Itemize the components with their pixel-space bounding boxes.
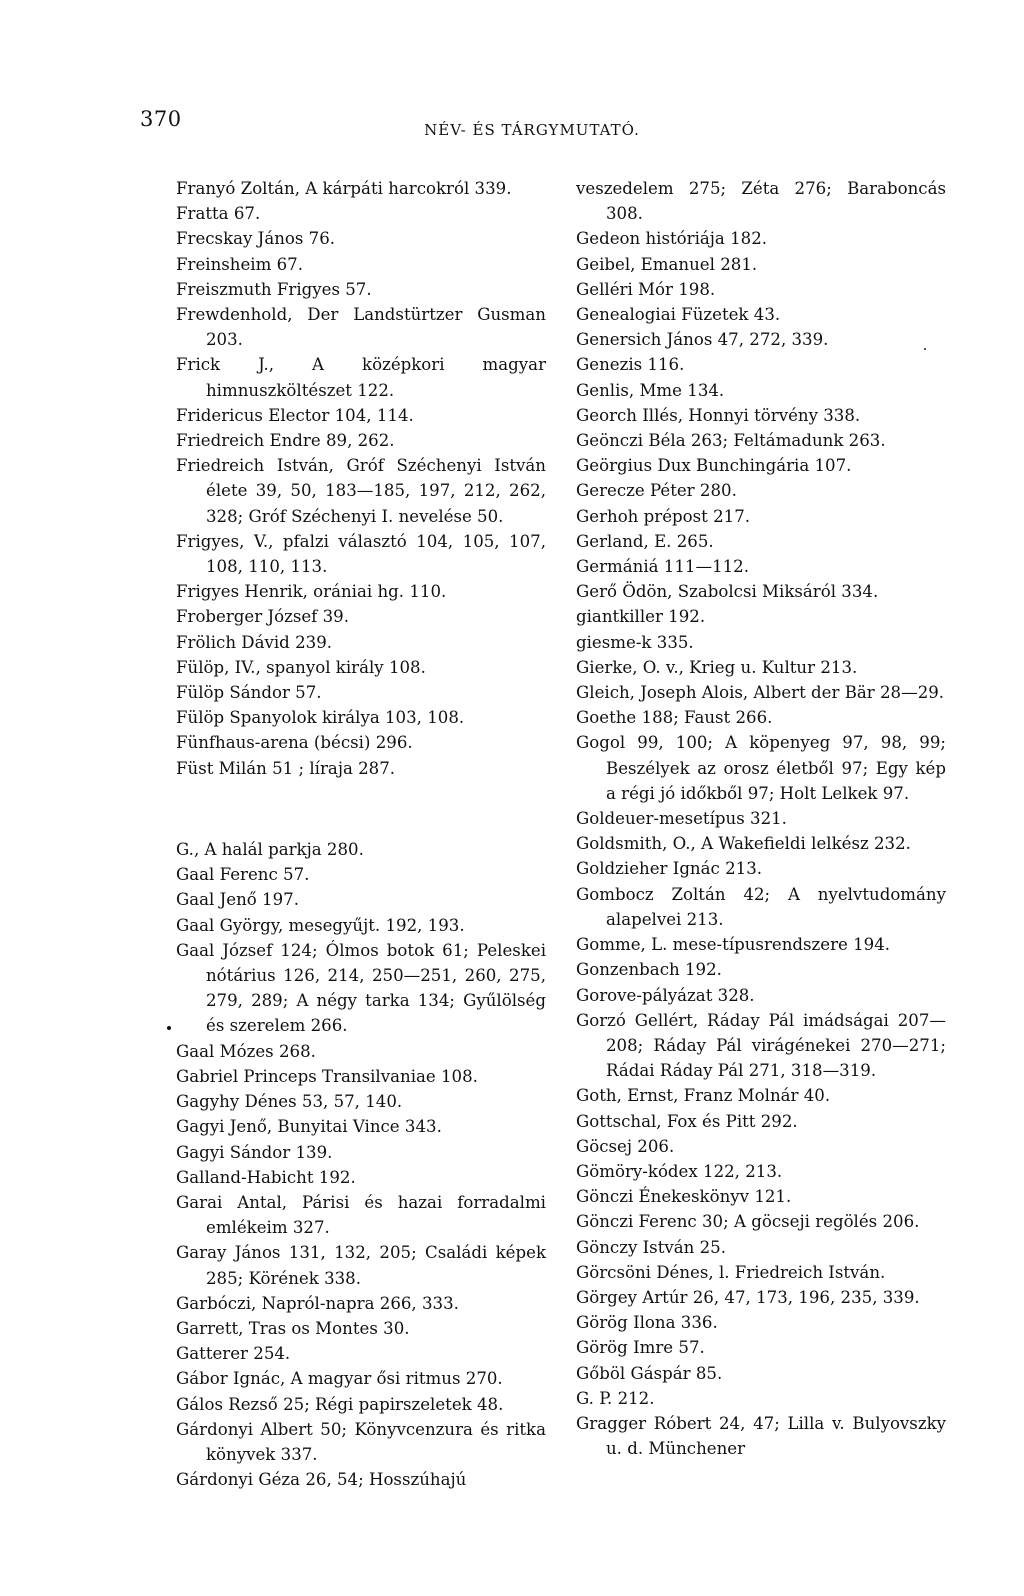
index-entry: Gatterer 254.: [176, 1344, 291, 1364]
index-entry: Fülöp Sándor 57.: [176, 683, 322, 703]
index-entry: Garay János 131, 132, 205; Családi képek 285; Körének 338.: [176, 1243, 546, 1288]
index-entry: Füst Milán 51 ; líraja 287.: [176, 758, 396, 778]
index-entry: Görög Ilona 336.: [576, 1313, 718, 1333]
index-entry: Goethe 188; Faust 266.: [576, 708, 773, 728]
index-entry: Göcsej 206.: [576, 1136, 675, 1156]
index-entry: G. P. 212.: [576, 1388, 655, 1408]
index-entry: Genersich János 47, 272, 339.: [576, 330, 829, 350]
index-entry: Fridericus Elector 104, 114.: [176, 405, 414, 425]
index-entry: Geibel, Emanuel 281.: [576, 254, 758, 274]
index-entry: Gierke, O. v., Krieg u. Kultur 213.: [576, 657, 858, 677]
index-column-left: [176, 176, 546, 1492]
index-entry: Fülöp Spanyolok királya 103, 108.: [176, 708, 465, 728]
index-entry: Georch Illés, Honnyi törvény 338.: [576, 405, 861, 425]
index-entry: Frigyes, V., pfalzi választó 104, 105, 107, 108, 110, 113.: [176, 531, 546, 577]
index-entry: Gárdonyi Géza 26, 54; Hosszúhajú: [176, 1470, 467, 1490]
index-entry: Gagyi Jenő, Bunyitai Vince 343.: [176, 1117, 442, 1137]
index-entry: Garai Antal, Párisi és hazai forradalmi emlékeim 327.: [176, 1192, 546, 1238]
index-entry: Galland-Habicht 192.: [176, 1167, 356, 1187]
page-number: 370: [140, 107, 182, 131]
index-entry: Gedeon históriája 182.: [576, 229, 768, 249]
index-entry: giesme-k 335.: [576, 632, 694, 652]
margin-dot: [167, 1026, 171, 1030]
index-entry: Frewdenhold, Der Landstürtzer Gusman 203.: [176, 305, 546, 350]
index-entry: Gárdonyi Albert 50; Könyvcenzura és ritka könyvek 337.: [176, 1419, 546, 1464]
index-entry: Gömöry-kódex 122, 213.: [576, 1161, 783, 1181]
index-entry: Genlis, Mme 134.: [576, 380, 725, 400]
index-entry: Gönczi Énekeskönyv 121.: [576, 1187, 792, 1207]
index-entry: Goldeuer-mesetípus 321.: [576, 809, 787, 829]
index-entry: Frigyes Henrik, orániai hg. 110.: [176, 582, 447, 602]
index-entry: Gogol 99, 100; A köpenyeg 97, 98, 99; Beszélyek az orosz életből 97; Egy kép a régi jó időkből 97; Holt Lelkek 97.: [576, 733, 946, 803]
index-column-right: [576, 176, 946, 1461]
index-entry: Gagyi Sándor 139.: [176, 1142, 333, 1162]
index-entry: Garbóczi, Napról-napra 266, 333.: [176, 1293, 459, 1313]
index-entry: Gerland, E. 265.: [576, 531, 714, 551]
index-entry: Gálos Rezső 25; Régi papirszeletek 48.: [176, 1394, 504, 1414]
index-entry: Genealogiai Füzetek 43.: [576, 305, 781, 325]
index-entry: Gagyhy Dénes 53, 57, 140.: [176, 1092, 403, 1112]
index-entry: Franyó Zoltán, A kárpáti harcokról 339.: [176, 179, 512, 198]
index-entry: Gönczi Ferenc 30; A göcseji regölés 206.: [576, 1212, 920, 1232]
index-entry: Gottschal, Fox és Pitt 292.: [576, 1111, 798, 1131]
index-entry: Gaal György, mesegyűjt. 192, 193.: [176, 915, 465, 935]
index-entry: Freinsheim 67.: [176, 254, 303, 274]
index-entry: Gaal Ferenc 57.: [176, 865, 310, 885]
index-entry: G., A halál parkja 280.: [176, 840, 364, 860]
index-entry: Görög Imre 57.: [576, 1338, 705, 1358]
index-entry: giantkiller 192.: [576, 607, 706, 627]
index-entry: Fülöp, IV., spanyol király 108.: [176, 657, 426, 677]
index-entry: Gelléri Mór 198.: [576, 279, 716, 299]
index-entry: Germániá 111—112.: [576, 557, 750, 577]
index-entry: Gorzó Gellért, Ráday Pál imádságai 207—208; Ráday Pál virágénekei 270—271; Rádai Ráday Pál 271, 318—319.: [576, 1010, 946, 1081]
index-entry: Gragger Róbert 24, 47; Lilla v. Bulyovszky u. d. Münchener: [576, 1413, 946, 1459]
section-gap: [176, 797, 546, 820]
index-entry: Frecskay János 76.: [176, 229, 336, 249]
index-entry: Gleich, Joseph Alois, Albert der Bär 28—29.: [576, 683, 945, 703]
index-entry: Froberger József 39.: [176, 607, 349, 627]
index-entry: Fratta 67.: [176, 204, 261, 224]
index-entry: Gőböl Gáspár 85.: [576, 1363, 723, 1383]
index-entry: Gaal Jenő 197.: [176, 890, 299, 910]
index-entry: Genezis 116.: [576, 355, 685, 375]
index-entry: Garrett, Tras os Montes 30.: [176, 1318, 410, 1338]
index-entry: Gombocz Zoltán 42; A nyelvtudomány alapelvei 213.: [576, 884, 946, 929]
index-entry: Goth, Ernst, Franz Molnár 40.: [576, 1086, 831, 1106]
index-entry: Gábor Ignác, A magyar ősi ritmus 270.: [176, 1369, 503, 1389]
index-entry: Goldsmith, O., A Wakefieldi lelkész 232.: [576, 834, 911, 854]
index-entry: Gabriel Princeps Transilvaniae 108.: [176, 1066, 478, 1086]
index-entry: Geönczi Béla 263; Feltámadunk 263.: [576, 431, 886, 451]
index-entry: Gerecze Péter 280.: [576, 481, 737, 501]
index-entry: Görcsöni Dénes, l. Friedreich István.: [576, 1262, 886, 1282]
index-entry: Görgey Artúr 26, 47, 173, 196, 235, 339.: [576, 1287, 920, 1307]
index-entry: Frölich Dávid 239.: [176, 632, 333, 652]
index-entry: Frick J., A középkori magyar himnuszköltészet 122.: [176, 355, 546, 400]
index-entry: Gerő Ödön, Szabolcsi Miksáról 334.: [576, 582, 879, 602]
index-entry: Gaal József 124; Ólmos botok 61; Peleskei nótárius 126, 214, 250—251, 260, 275, 279, 289; A négy tarka 134; Gyűlölség és szerelem 266.: [176, 940, 546, 1036]
index-entry: Geörgius Dux Bunchingária 107.: [576, 456, 852, 476]
index-entry: Gerhoh prépost 217.: [576, 506, 751, 526]
index-entry: veszedelem 275; Zéta 276; Baraboncás 308.: [576, 179, 946, 224]
index-entry: Goldzieher Ignác 213.: [576, 859, 763, 879]
index-entry: Gomme, L. mese-típusrendszere 194.: [576, 935, 891, 955]
index-entry: Friedreich István, Gróf Széchenyi István élete 39, 50, 183—185, 197, 212, 262, 328; Gróf Széchenyi I. nevelése 50.: [176, 456, 546, 526]
index-entry: Fünfhaus-arena (bécsi) 296.: [176, 733, 413, 753]
index-entry: Gorove-pályázat 328.: [576, 985, 755, 1005]
index-entry: Gönczy István 25.: [576, 1237, 726, 1257]
index-entry: Gaal Mózes 268.: [176, 1041, 316, 1061]
running-head: NÉV- ÉS TÁRGYMUTATÓ.: [424, 121, 640, 139]
index-entry: Freiszmuth Frigyes 57.: [176, 279, 372, 299]
index-entry: Gonzenbach 192.: [576, 960, 722, 980]
index-entry: Friedreich Endre 89, 262.: [176, 431, 395, 451]
